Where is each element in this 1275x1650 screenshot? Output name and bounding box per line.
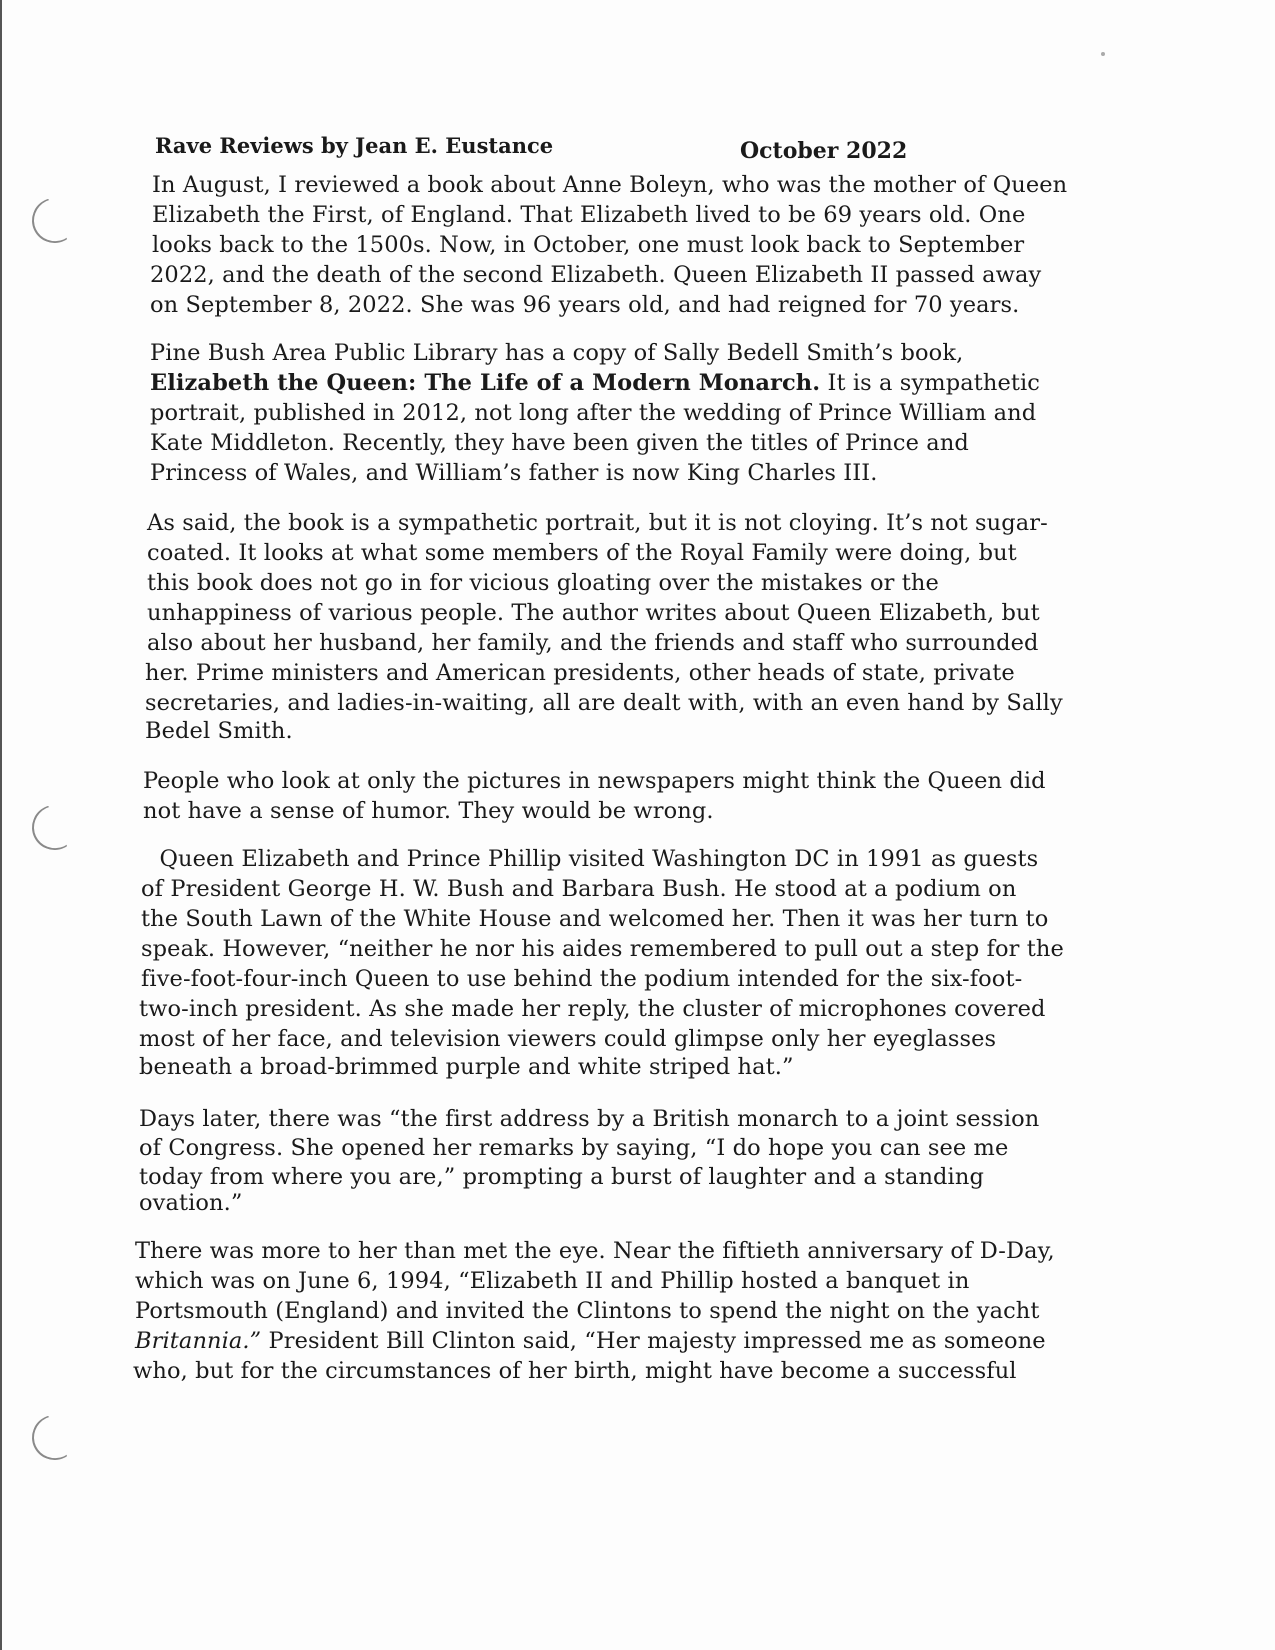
text-line: beneath a broad-brimmed purple and white striped hat.” [139,1054,794,1080]
text-line: most of her face, and television viewers could glimpse only her eyeglasses [139,1026,997,1052]
text-line: this book does not go in for vicious gloating over the mistakes or the [147,570,939,596]
text-line: unhappiness of various people. The author writes about Queen Elizabeth, but [147,600,1040,626]
text-line: Days later, there was “the first address by a British monarch to a joint session [139,1106,1040,1132]
scan-speck [1101,52,1105,56]
text-line: 2022, and the death of the second Elizabeth. Queen Elizabeth II passed away [150,262,1042,288]
text-line: Elizabeth the First, of England. That Elizabeth lived to be 69 years old. One [152,202,1026,228]
text-line: who, but for the circumstances of her birth, might have become a successful [133,1358,1017,1384]
binder-hole-middle [26,799,84,857]
column-title: Rave Reviews by Jean E. Eustance [155,133,554,158]
text-line: As said, the book is a sympathetic portrait, but it is not cloying. It’s not sugar- [147,510,1048,536]
text-line: Pine Bush Area Public Library has a copy of Sally Bedell Smith’s book, [150,340,964,366]
text-line: of Congress. She opened her remarks by saying, “I do hope you can see me [139,1135,1009,1161]
text-line: Kate Middleton. Recently, they have been given the titles of Prince and [150,430,969,456]
text-line: her. Prime ministers and American presidents, other heads of state, private [145,660,1015,686]
text-line: two-inch president. As she made her reply, the cluster of microphones covered [139,996,1046,1022]
text-line: secretaries, and ladies-in-waiting, all are dealt with, with an even hand by Sally [145,690,1063,716]
text-line: looks back to the 1500s. Now, in October, one must look back to September [152,232,1025,258]
binder-hole-top [26,192,84,250]
text-line: also about her husband, her family, and the friends and staff who surrounded [147,630,1039,656]
text-line: today from where you are,” prompting a burst of laughter and a standing [139,1164,984,1190]
book-title: Elizabeth the Queen: The Life of a Modern Monarch. [150,370,821,396]
text-line: ovation.” [139,1190,243,1216]
text-line: coated. It looks at what some members of the Royal Family were doing, but [147,540,1017,566]
text-line: which was on June 6, 1994, “Elizabeth II and Phillip hosted a banquet in [135,1268,970,1294]
text-line: There was more to her than met the eye. Near the fiftieth anniversary of D-Day, [135,1238,1055,1264]
text-line: Princess of Wales, and William’s father is now King Charles III. [150,460,878,486]
binder-hole-bottom [26,1409,84,1467]
text-line-with-yacht [135,1328,1046,1354]
text-line: not have a sense of humor. They would be wrong. [143,798,714,824]
text-line: speak. However, “neither he nor his aides remembered to pull out a step for the [141,936,1064,962]
text-line: the South Lawn of the White House and welcomed her. Then it was her turn to [141,906,1049,932]
text-line: People who look at only the pictures in newspapers might think the Queen did [143,768,1046,794]
scan-edge [0,0,2,1650]
text-line: of President George H. W. Bush and Barbara Bush. He stood at a podium on [141,876,1017,902]
text-line: Queen Elizabeth and Prince Phillip visited Washington DC in 1991 as guests [145,846,1039,872]
text-line-with-title [150,370,1040,396]
yacht-name: Britannia.” [135,1328,262,1354]
text-line: five-foot-four-inch Queen to use behind the podium intended for the six-foot- [141,966,1023,992]
issue-date: October 2022 [740,138,908,164]
text-line: Portsmouth (England) and invited the Clintons to spend the night on the yacht [135,1298,1040,1324]
text-line: on September 8, 2022. She was 96 years old, and had reigned for 70 years. [150,292,1020,318]
text-line: In August, I reviewed a book about Anne Boleyn, who was the mother of Queen [152,172,1068,198]
text-line: Bedel Smith. [145,718,293,744]
text-fragment: President Bill Clinton said, “Her majesty impressed me as someone [261,1328,1046,1354]
text-line: portrait, published in 2012, not long after the wedding of Prince William and [150,400,1037,426]
text-fragment: It is a sympathetic [820,370,1040,396]
